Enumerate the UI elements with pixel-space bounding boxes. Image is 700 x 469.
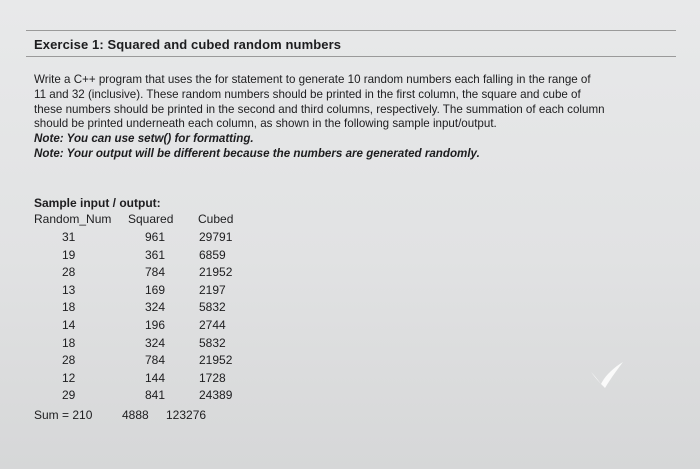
random-num-cell: 12 xyxy=(62,370,76,385)
cubed-cell: 21952 xyxy=(199,265,233,280)
squared-cell: 784 xyxy=(145,353,166,368)
sum-squared: 4888 xyxy=(122,408,149,422)
description-line: these numbers should be printed in the second and third columns, respectively. The summation of each column xyxy=(34,102,605,116)
description-line: should be printed underneath each column, as shown in the following sample input/output. xyxy=(34,117,497,131)
note-setw: Note: You can use setw() for formatting. xyxy=(34,132,254,146)
squared-cell: 784 xyxy=(145,265,166,280)
random-num-cell: 14 xyxy=(62,318,76,332)
cubed-cell: 6859 xyxy=(199,247,226,262)
cubed-cell: 5832 xyxy=(199,300,226,315)
description-line: Write a C++ program that uses the for statement to generate 10 random numbers each falling in the range of xyxy=(34,73,591,86)
squared-cell: 361 xyxy=(145,247,166,262)
description-line: 11 and 32 (inclusive). These random numbers should be printed in the first column, the square and cube of xyxy=(34,87,581,101)
header-cubed: Cubed xyxy=(198,212,234,226)
random-num-cell: 31 xyxy=(62,230,76,244)
exercise-description xyxy=(34,73,670,162)
cubed-cell: 5832 xyxy=(199,335,226,350)
exercise-title: Exercise 1: Squared and cubed random numbers xyxy=(34,37,342,52)
cubed-cell: 2197 xyxy=(199,282,226,297)
random-num-cell: 28 xyxy=(62,265,76,280)
random-num-cell: 18 xyxy=(62,300,76,315)
cubed-cell: 2744 xyxy=(199,318,226,332)
top-divider xyxy=(26,30,676,31)
header-squared: Squared xyxy=(128,212,174,226)
note-random-output: Note: Your output will be different because the numbers are generated randomly. xyxy=(34,146,480,160)
random-num-cell: 18 xyxy=(62,335,76,350)
random-num-cell: 29 xyxy=(62,388,76,403)
squared-cell: 324 xyxy=(145,335,166,350)
cubed-cell: 1728 xyxy=(199,370,226,385)
squared-cell: 196 xyxy=(145,318,166,332)
cubed-cell: 29791 xyxy=(199,230,233,244)
handwritten-check-mark xyxy=(587,358,627,390)
random-num-cell: 28 xyxy=(62,353,76,368)
squared-cell: 144 xyxy=(145,370,166,385)
random-num-cell: 19 xyxy=(62,247,76,262)
cubed-cell: 24389 xyxy=(199,388,233,403)
header-random-num: Random_Num xyxy=(34,212,112,226)
squared-cell: 324 xyxy=(145,300,166,315)
squared-cell: 841 xyxy=(145,388,166,403)
squared-cell: 961 xyxy=(145,230,166,244)
title-divider xyxy=(26,56,676,57)
sum-label: Sum = 210 xyxy=(34,408,93,422)
random-num-cell: 13 xyxy=(62,282,76,297)
sum-cubed: 123276 xyxy=(166,408,207,422)
sample-title: Sample input / output: xyxy=(34,196,161,210)
cubed-cell: 21952 xyxy=(199,353,233,368)
squared-cell: 169 xyxy=(145,282,166,297)
